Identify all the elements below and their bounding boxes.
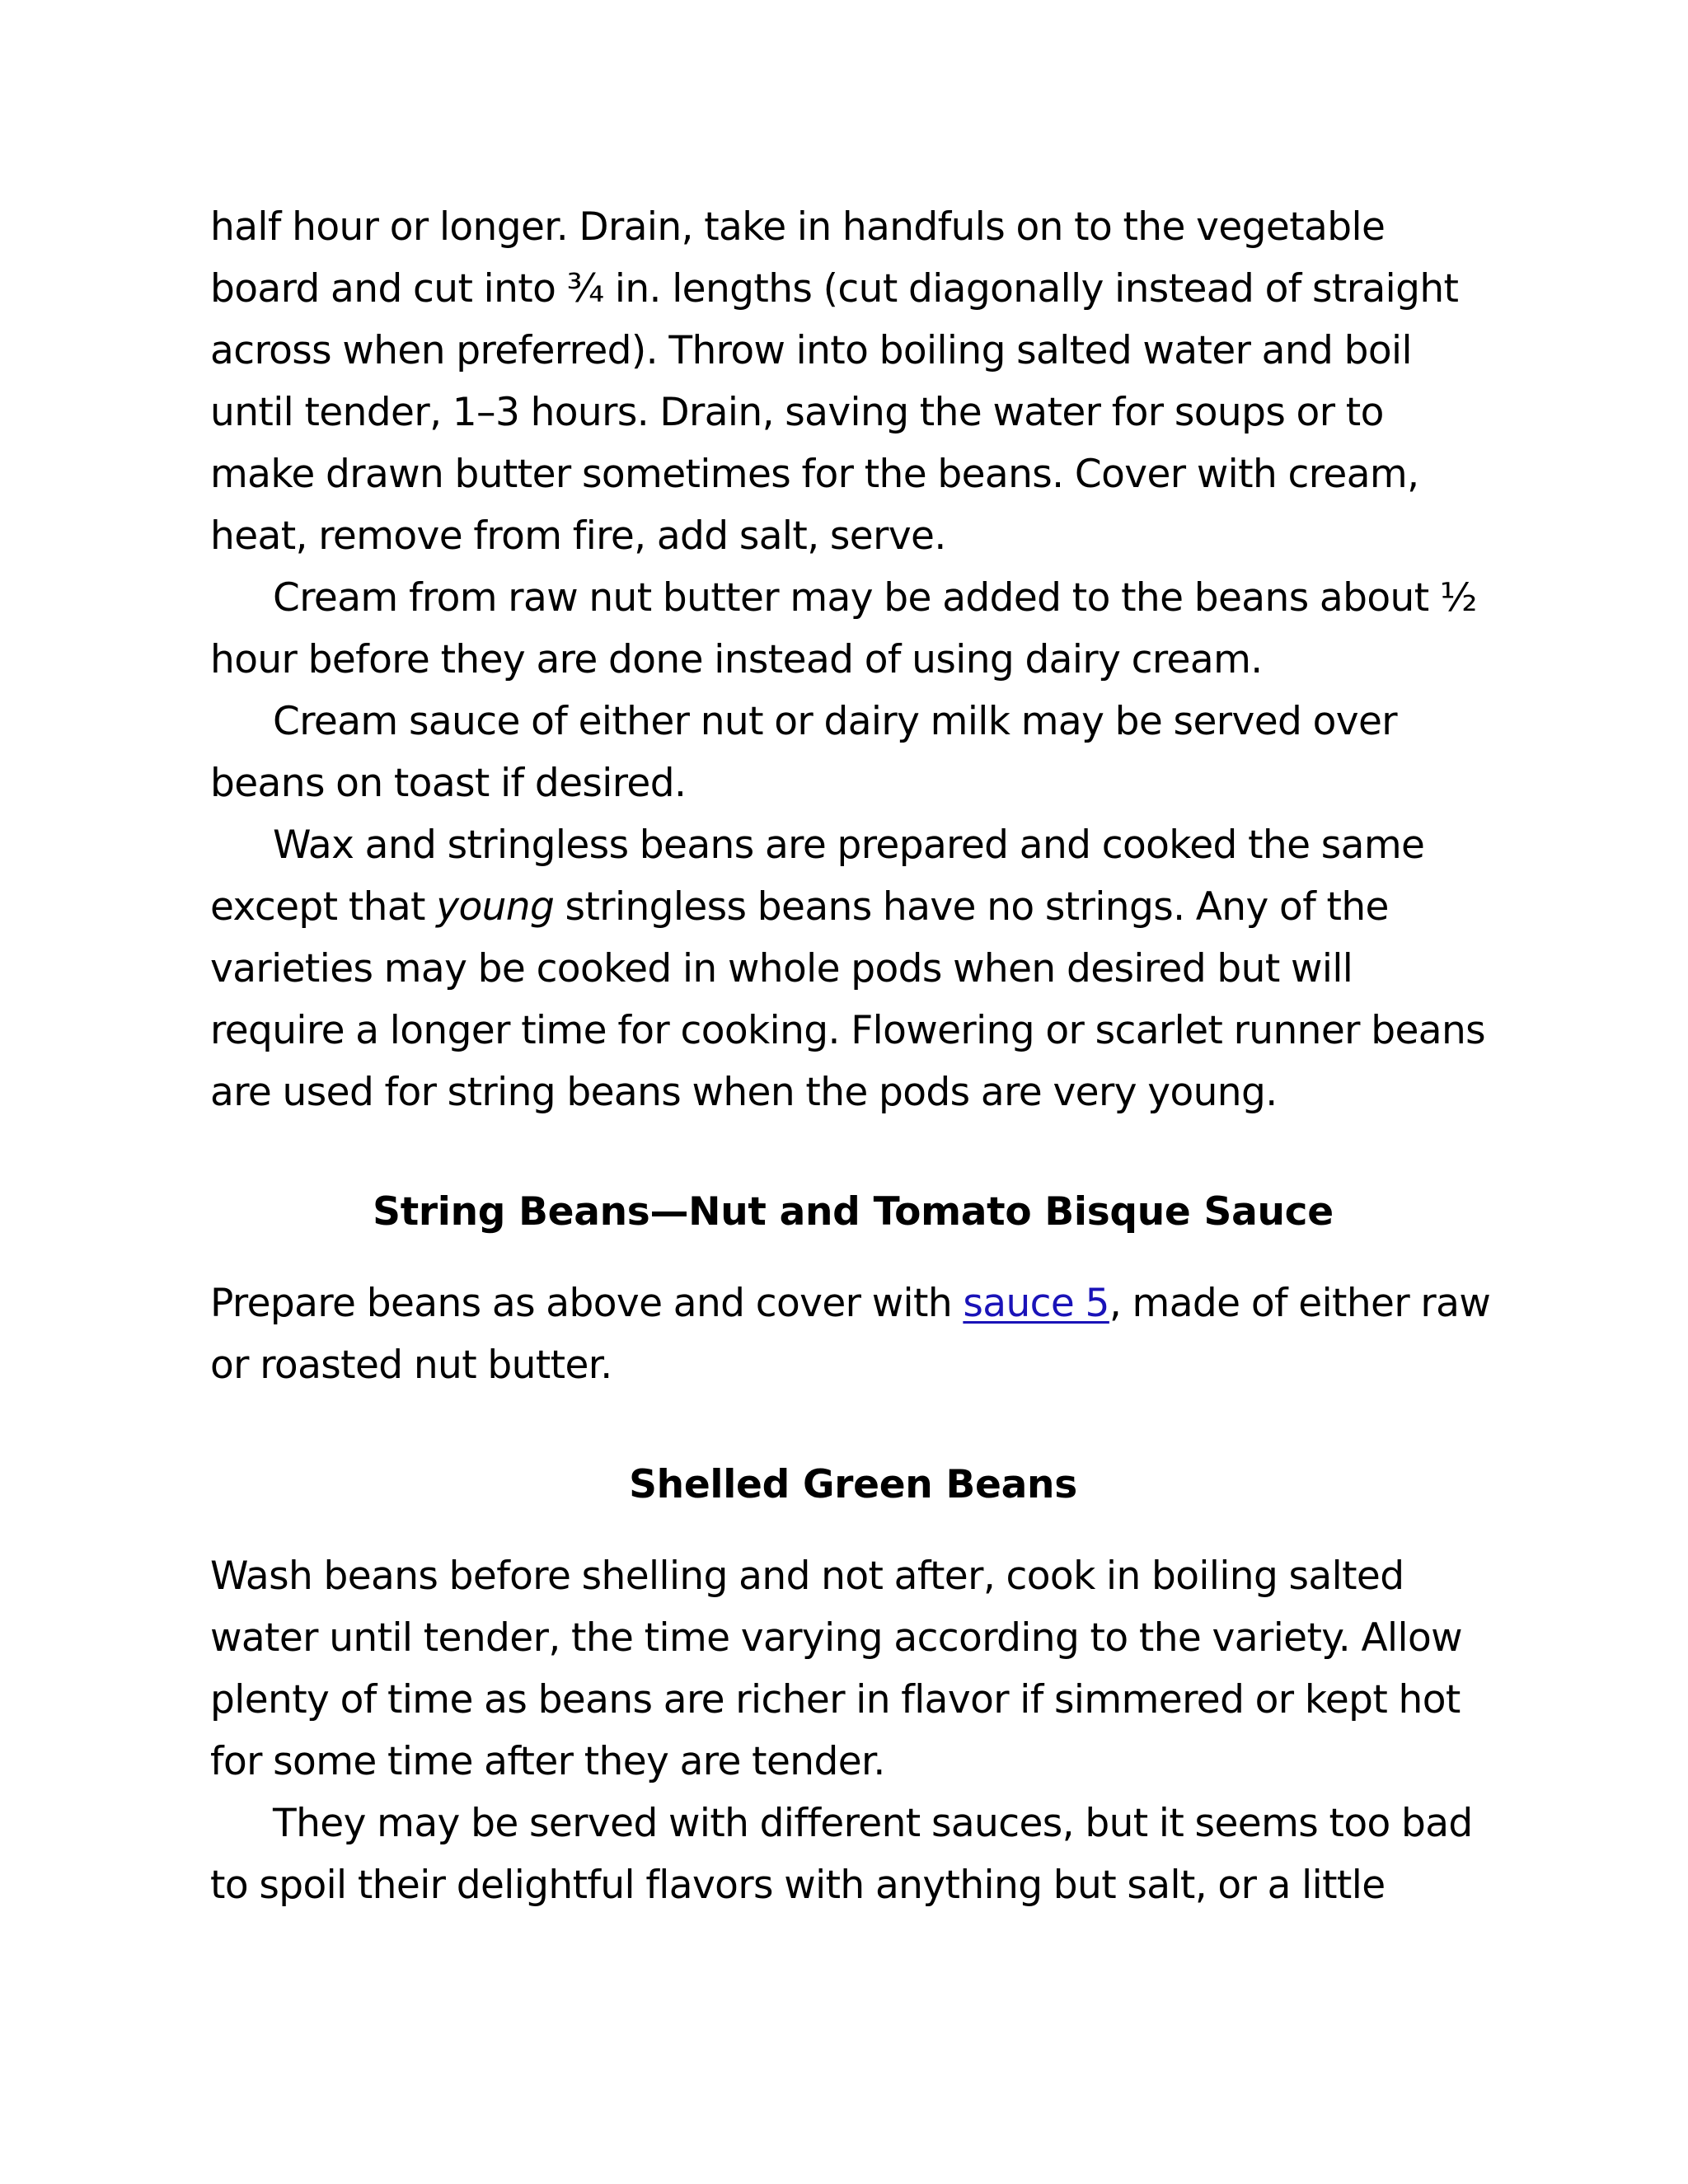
- wax-beans-text-start: Wax and stringless beans are prepared and cooked the same except that: [210, 823, 1425, 930]
- bisque-text-end: , made of either raw or roasted nut butter.: [210, 1281, 1491, 1388]
- spacer: [210, 1123, 1496, 1181]
- wax-beans-text-end: stringless beans have no strings. Any of the varieties may be cooked in whole pods when desired but will require a longer time for cooking. Flowering or scarlet runner beans are used for string beans when the pods are very young.: [210, 884, 1486, 1115]
- bisque-paragraph: [210, 1272, 1496, 1396]
- cream-sauce-paragraph: Cream sauce of either nut or dairy milk may be served over beans on toast if desired.: [210, 699, 1397, 806]
- wax-beans-emphasis: young: [436, 884, 555, 930]
- nut-cream-paragraph: Cream from raw nut butter may be added to the beans about ½ hour before they are done instead of using dairy cream.: [210, 575, 1477, 682]
- bisque-section-title: String Beans—Nut and Tomato Bisque Sauce: [373, 1189, 1334, 1235]
- spacer: [210, 1243, 1496, 1272]
- document-page: [210, 196, 1496, 1916]
- sauce-5-link[interactable]: sauce 5: [963, 1281, 1109, 1326]
- shelled-section-title: Shelled Green Beans: [629, 1462, 1077, 1507]
- bisque-text-start: Prepare beans as above and cover with: [210, 1281, 964, 1326]
- shelled-paragraph-2: They may be served with different sauces, but it seems too bad to spoil their delightful flavors with anything but salt, or a little: [210, 1801, 1473, 1908]
- wax-beans-paragraph: [210, 814, 1496, 1123]
- spacer: [210, 1516, 1496, 1545]
- continuation-paragraph: half hour or longer. Drain, take in handfuls on to the vegetable board and cut into ¾ in. lengths (cut diagonally instead of straight across when preferred). Throw into boiling salted water and boil until tender, 1–3 hours. Drain, saving the water for soups or to make drawn butter sometimes for the beans. Cover with cream, heat, remove from fire, add salt, serve.: [210, 204, 1459, 559]
- spacer: [210, 1396, 1496, 1454]
- shelled-paragraph-1: Wash beans before shelling and not after, cook in boiling salted water until tender, the time varying according to the variety. Allow plenty of time as beans are richer in flavor if simmered or kept hot for some time after they are tender.: [210, 1554, 1462, 1784]
